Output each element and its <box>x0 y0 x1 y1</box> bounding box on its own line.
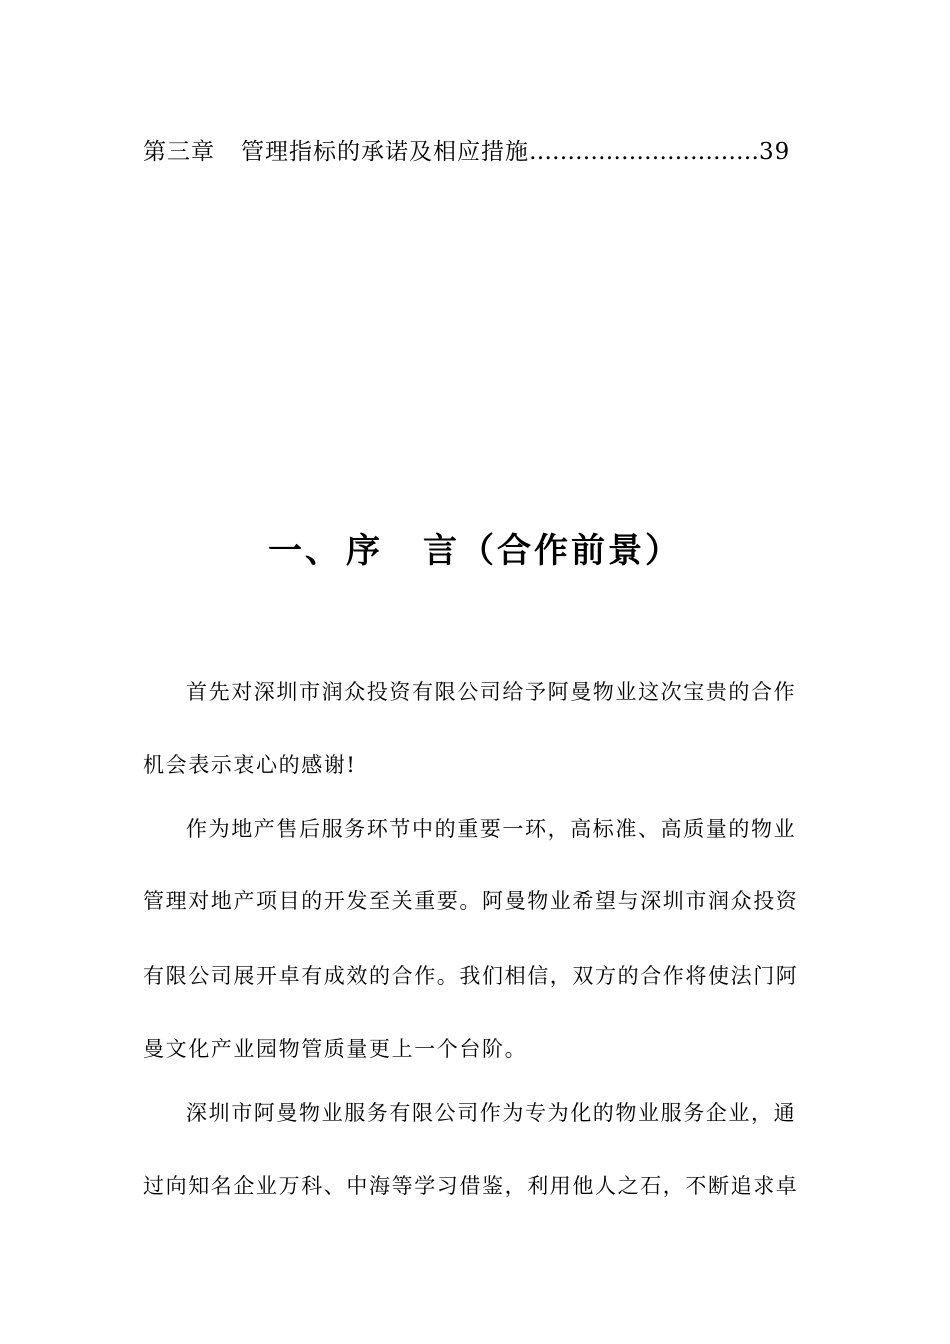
toc-leader-dots: ………………………… <box>529 139 759 165</box>
paragraph-2-line-3: 有限公司展开卓有成效的合作。我们相信，双方的合作将使法门阿 <box>143 964 799 988</box>
section-title-part1: 序 <box>346 531 383 571</box>
toc-entry[interactable] <box>143 136 805 168</box>
toc-title: 管理指标的承诺及相应措施 <box>241 139 529 165</box>
paragraph-1-line-1: 首先对深圳市润众投资有限公司给予阿曼物业这次宝贵的合作 <box>186 680 797 704</box>
section-heading <box>0 527 950 575</box>
toc-page-number: 39 <box>759 139 791 165</box>
paragraph-3-line-2: 过向知名企业万科、中海等学习借鉴，利用他人之石，不断追求卓 <box>143 1174 799 1198</box>
paragraph-2-line-4: 曼文化产业园物管质量更上一个台阶。 <box>143 1037 528 1061</box>
toc-chapter-label: 第三章 <box>143 139 215 165</box>
section-number: 一、 <box>268 531 342 571</box>
section-title-part2: 言（合作前景） <box>423 531 682 571</box>
paragraph-2-line-2: 管理对地产项目的开发至关重要。阿曼物业希望与深圳市润众投资 <box>143 889 799 913</box>
paragraph-2-line-1: 作为地产售后服务环节中的重要一环，高标准、高质量的物业 <box>186 817 797 841</box>
paragraph-1-line-2: 机会表示衷心的感谢! <box>143 753 357 777</box>
paragraph-3-line-1: 深圳市阿曼物业服务有限公司作为专为化的物业服务企业，通 <box>186 1101 797 1125</box>
